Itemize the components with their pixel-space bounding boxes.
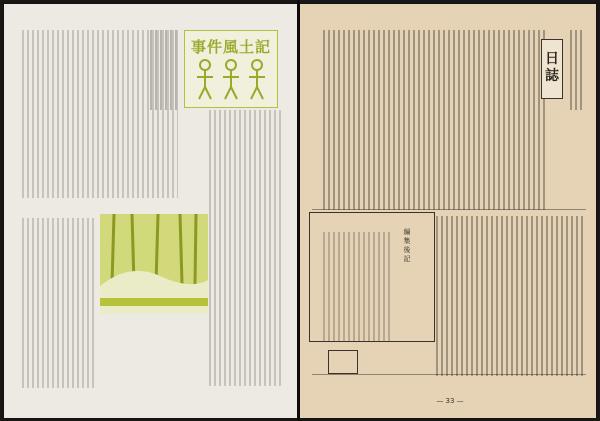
left-page xyxy=(4,4,297,418)
text-column xyxy=(22,30,178,198)
text-column xyxy=(436,216,586,376)
emblem-box xyxy=(184,30,278,108)
divider xyxy=(312,374,586,375)
figures-illustration xyxy=(191,57,271,103)
editor-title: 編 集 後 記 xyxy=(403,228,411,263)
notice-box xyxy=(328,350,358,374)
text-column xyxy=(323,30,545,210)
text-column xyxy=(209,110,284,386)
divider xyxy=(312,209,586,210)
text-column xyxy=(22,218,94,388)
gutter xyxy=(297,0,300,421)
emblem-title: 事件風土記 xyxy=(190,38,271,56)
editor-box xyxy=(309,212,435,342)
text-column xyxy=(570,30,584,110)
page-number: — 33 — xyxy=(436,397,464,405)
photo-monument xyxy=(100,214,208,314)
diary-box: 日 誌 xyxy=(541,39,563,99)
